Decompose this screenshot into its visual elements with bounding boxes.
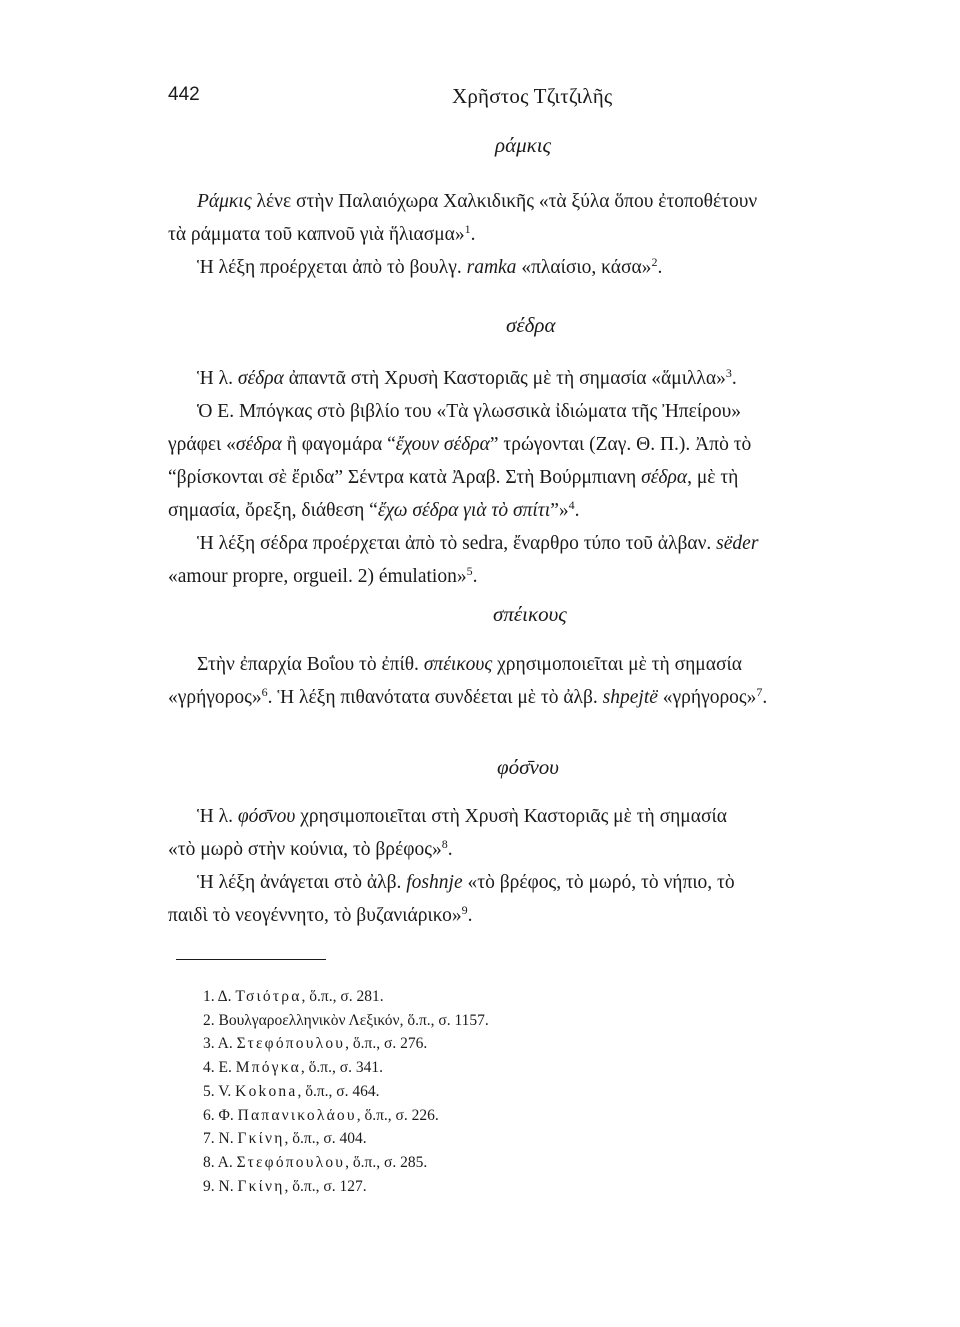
text-line: «γρήγορος»$^6$. Ἡ λέξη πιθανότατα συνδέεται μὲ τὸ ἀλβ. shpejtë «γρήγορος»$^7$.: [168, 685, 768, 708]
entry-paragraph: [168, 800, 888, 932]
entry-heading: σέδρα: [506, 313, 556, 337]
entry-paragraph: [168, 362, 888, 593]
footnote-item: 7. Ν. Γκίνη, ὅ.π., σ. 404.: [203, 1130, 367, 1148]
text-line: Ἡ λέξη προέρχεται ἀπὸ τὸ βουλγ. ramka «πλαίσιο, κάσα»$^2$.: [197, 255, 663, 278]
footnote-item: 2. Βουλγαροελληνικὸν Λεξικόν, ὅ.π., σ. 1157.: [203, 1011, 489, 1029]
footnote-ref: 2: [651, 255, 658, 269]
text-line: “βρίσκονται σὲ ἔριδα” Σέντρα κατὰ Ἀραβ. Στὴ Βούρμπιανη σέδρα, μὲ τὴ: [168, 467, 739, 488]
footnote-item: 6. Φ. Παπανικολάου, ὅ.π., σ. 226.: [203, 1106, 439, 1124]
text-line: «amour propre, orgueil. 2) émulation»$^5$.: [168, 564, 478, 587]
entry-heading: ράμκις: [495, 133, 552, 157]
footnote-item: 4. Ε. Μπόγκα, ὅ.π., σ. 341.: [203, 1059, 383, 1077]
footnote-ref: 7: [756, 685, 763, 699]
footnote-ref: 9: [461, 903, 468, 917]
page-number: 442: [168, 84, 200, 105]
footnote-ref: 6: [261, 685, 268, 699]
text-line: Ὁ Ε. Μπόγκας στὸ βιβλίο του «Τὰ γλωσσικὰ ἰδιώματα τῆς Ἠπείρου»: [197, 401, 742, 422]
footnote-separator: [176, 959, 326, 960]
text-line: γράφει «σέδρα ἢ φαγομάρα “ἔχουν σέδρα” τρώγονται (Ζαγ. Θ. Π.). Ἀπὸ τὸ: [168, 434, 752, 455]
entry-heading: σπέικους: [493, 602, 567, 626]
running-title: Χρῆστος Τζιτζιλῆς: [452, 84, 613, 108]
text-line: σημασία, ὄρεξη, διάθεση “ἔχω σέδρα γιὰ τὸ σπίτι”»$^4$.: [168, 498, 580, 521]
text-line: Ἡ λέξη ἀνάγεται στὸ ἀλβ. foshnje «τὸ βρέφος, τὸ μωρό, τὸ νήπιο, τὸ: [197, 872, 735, 893]
entry-paragraph: [168, 648, 888, 714]
footnote-item: 8. Α. Στεφόπουλου, ὅ.π., σ. 285.: [203, 1153, 428, 1171]
text-line: τὰ ράμματα τοῦ καπνοῦ γιὰ ἥλιασμα»$^1$.: [168, 222, 476, 245]
text-line: Ἡ λέξη σέδρα προέρχεται ἀπὸ τὸ sedra, ἔναρθρο τύπο τοῦ ἀλβαν. sëder: [197, 533, 759, 554]
footnote-item: 5. V. Kokona, ὅ.π., σ. 464.: [203, 1082, 380, 1100]
footnote-ref: 8: [441, 837, 448, 851]
footnote-ref: 4: [568, 498, 575, 512]
text-line: Ἡ λ. φόσ̄νου χρησιμοποιεῖται στὴ Χρυσὴ Καστοριᾶς μὲ τὴ σημασία: [197, 806, 727, 827]
footnote-ref: 5: [466, 564, 473, 578]
footnote-item: 9. Ν. Γκίνη, ὅ.π., σ. 127.: [203, 1177, 367, 1195]
footnote-ref: 3: [725, 366, 732, 380]
footnote-ref: 1: [464, 222, 471, 236]
footnotes-list: [203, 985, 489, 1198]
footnote-item: 3. Α. Στεφόπουλου, ὅ.π., σ. 276.: [203, 1035, 428, 1053]
text-line: «τὸ μωρὸ στὴν κούνια, τὸ βρέφος»$^8$.: [168, 837, 453, 860]
text-line: Ράμκις λένε στὴν Παλαιόχωρα Χαλκιδικῆς «τὰ ξύλα ὅπου ἐτοποθέτουν: [197, 191, 758, 212]
entry-heading: φόσ̄νου: [497, 755, 559, 779]
footnote-item: 1. Δ. Τσιότρα, ὅ.π., σ. 281.: [203, 988, 384, 1005]
entry-paragraph: [168, 185, 888, 284]
text-line: Ἡ λ. σέδρα ἀπαντᾶ στὴ Χρυσὴ Καστοριᾶς μὲ τὴ σημασία «ἅμιλλα»$^3$.: [197, 366, 737, 389]
text-line: Στὴν ἐπαρχία Βοΐου τὸ ἐπίθ. σπέικους χρησιμοποιεῖται μὲ τὴ σημασία: [197, 654, 742, 675]
text-line: παιδὶ τὸ νεογέννητο, τὸ βυζανιάρικο»$^9$.: [168, 903, 473, 926]
